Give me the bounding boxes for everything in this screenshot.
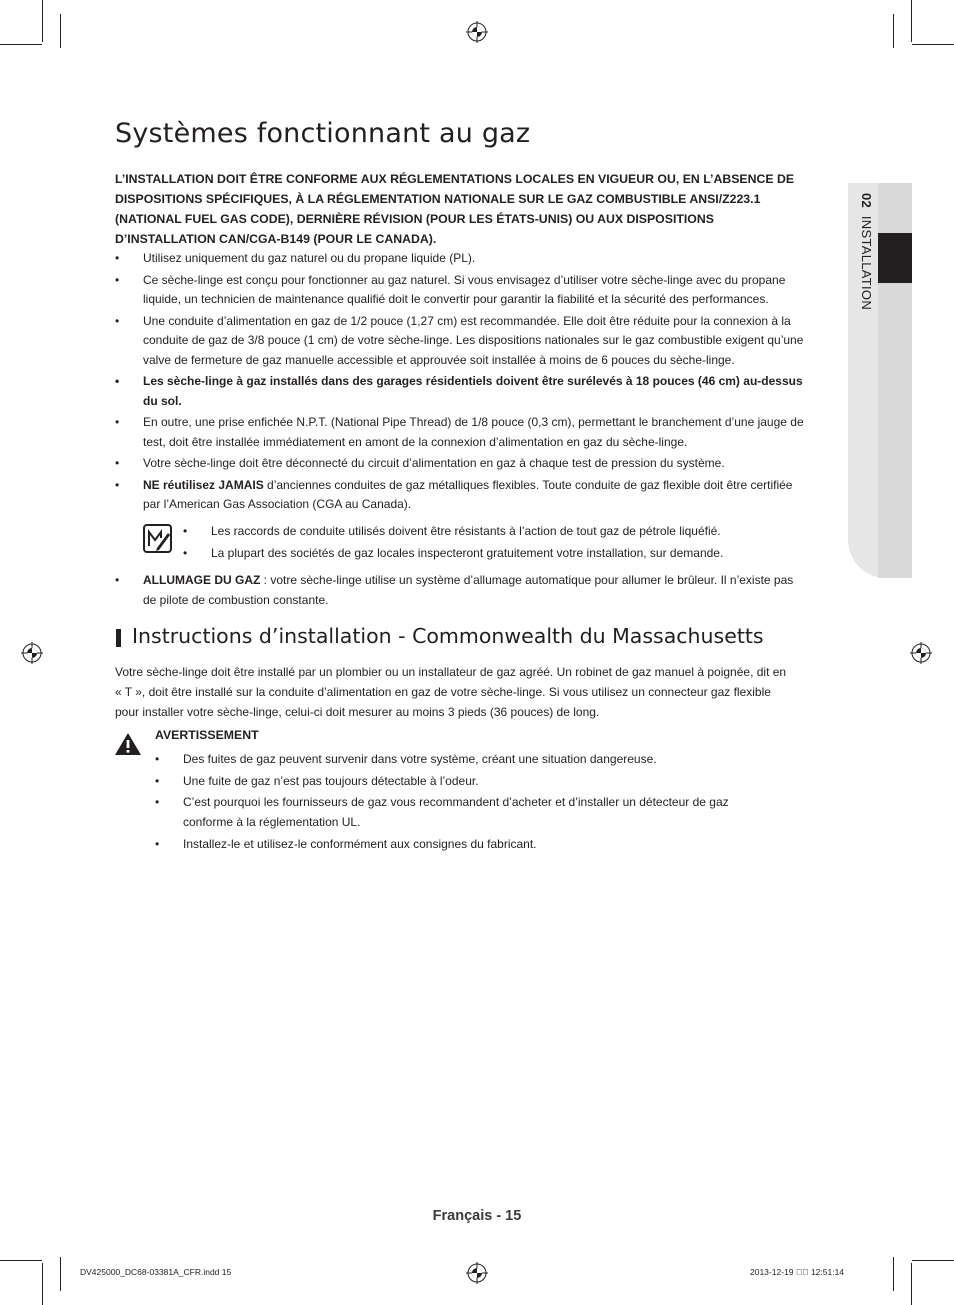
warning-triangle-icon bbox=[114, 732, 142, 756]
registration-mark-icon bbox=[466, 21, 488, 43]
list-item: • Utilisez uniquement du gaz naturel ou du propane liquide (PL). bbox=[115, 251, 476, 265]
section-title: Instructions d’installation - Commonwealth du Massachusetts bbox=[132, 624, 764, 648]
list-item: • NE réutilisez JAMAIS d’anciennes conduites de gaz métalliques flexibles. Toute conduite de gaz flexible doit être certifiée par l’American Gas Association (CGA au Canada). bbox=[115, 477, 793, 511]
bullet-list-allumage bbox=[115, 571, 807, 612]
section-paragraph: Votre sèche-linge doit être installé par un plombier ou un installateur de gaz agréé. Un robinet de gaz manuel à poignée, dit en « T », doit être installé sur la conduite d’alimentation en gaz de votre sèche-linge. Si vous utilisez un connecteur gaz flexible pour installer votre sèche-linge, celui-ci doit mesurer au moins 3 pieds (36 pouces) de long. bbox=[115, 665, 787, 719]
warning-item: • Des fuites de gaz peuvent survenir dans votre système, créant une situation dangereuse. bbox=[155, 752, 657, 766]
side-tab-label bbox=[852, 193, 874, 393]
list-item: • ALLUMAGE DU GAZ : votre sèche-linge utilise un système d’allumage automatique pour allumer le brûleur. Il n’existe pas de pilote de combustion constante. bbox=[115, 573, 794, 607]
bullet-list bbox=[115, 249, 807, 517]
note-item: • Les raccords de conduite utilisés doivent être résistants à l’action de tout gaz de pétrole liquéfié. bbox=[183, 524, 721, 538]
list-item: • En outre, une prise enfichée N.P.T. (National Pipe Thread) de 1/8 pouce (0,3 cm), permettant le branchement d’une jauge de test, doit être installée immédiatement en amont de la connexion d’alimentation en gaz du sèche-linge. bbox=[115, 415, 804, 449]
page-number: Français - 15 bbox=[432, 1208, 522, 1224]
warning-list bbox=[155, 749, 775, 855]
section-bar bbox=[116, 629, 121, 647]
warning-item: • Installez-le et utilisez-le conformément aux consignes du fabricant. bbox=[155, 836, 537, 851]
list-item: • Une conduite d’alimentation en gaz de 1/2 pouce (1,27 cm) est recommandée. Elle doit être réduite pour la connexion à la conduite de gaz de 3/8 pouce (1 cm) de votre sèche-linge. Les dispositions nationales sur le gaz combustible exigent qu’une valve de fermeture de gaz manuelle accessible et approuvée soit installée à moins de 6 pouces du sèche-linge. bbox=[115, 313, 804, 367]
list-item: • Ce sèche-linge est conçu pour fonctionner au gaz naturel. Si vous envisagez d’utiliser votre sèche-linge avec du propane liquide, un technicien de maintenance qualifié doit le convertir pour garantir la fiabilité et la sécurité des performances. bbox=[115, 272, 786, 306]
registration-mark-icon bbox=[910, 642, 932, 664]
warning-item: • C’est pourquoi les fournisseurs de gaz vous recommandent d’acheter et d’installer un détecteur de gaz conforme à la réglementation UL. bbox=[155, 795, 729, 829]
side-tab-marker bbox=[878, 233, 912, 283]
intro-paragraph: L’INSTALLATION DOIT ÊTRE CONFORME AUX RÉGLEMENTATIONS LOCALES EN VIGUEUR OU, EN L’ABSENCE DE DISPOSITIONS SPÉCIFIQUES, À LA RÉGLEMENTATION NATIONALE SUR LE GAZ COMBUSTIBLE ANSI/Z223.1 (NATIONAL FUEL GAS CODE), DERNIÈRE RÉVISION (POUR LES ÉTATS-UNIS) OU AUX DISPOSITIONS D’INSTALLATION CAN/CGA-B149 (POUR LE CANADA). bbox=[115, 172, 795, 246]
side-tab-text: INSTALLATION bbox=[859, 215, 874, 311]
note-item: • La plupart des sociétés de gaz locales inspecteront gratuitement votre installation, sur demande. bbox=[183, 546, 724, 560]
list-item: • Les sèche-linge à gaz installés dans des garages résidentiels doivent être surélevés à 18 pouces (46 cm) au-dessus du sol. bbox=[115, 374, 803, 408]
side-tab-number: 02 bbox=[859, 193, 874, 209]
note-list bbox=[183, 520, 793, 564]
print-slug-date: 2013-12-19 ￿￿ 12:51:14 bbox=[750, 1267, 845, 1277]
list-item: • Votre sèche-linge doit être déconnecté du circuit d’alimentation en gaz à chaque test de pression du système. bbox=[115, 456, 725, 470]
page-title: Systèmes fonctionnant au gaz bbox=[115, 118, 531, 149]
registration-mark-icon bbox=[21, 642, 43, 664]
warning-item: • Une fuite de gaz n’est pas toujours détectable à l’odeur. bbox=[155, 773, 479, 788]
note-pencil-icon bbox=[143, 524, 172, 553]
registration-mark-icon bbox=[466, 1262, 488, 1284]
warning-title: AVERTISSEMENT bbox=[155, 728, 259, 742]
print-slug-file: DV425000_DC68-03381A_CFR.indd 15 bbox=[80, 1267, 232, 1277]
